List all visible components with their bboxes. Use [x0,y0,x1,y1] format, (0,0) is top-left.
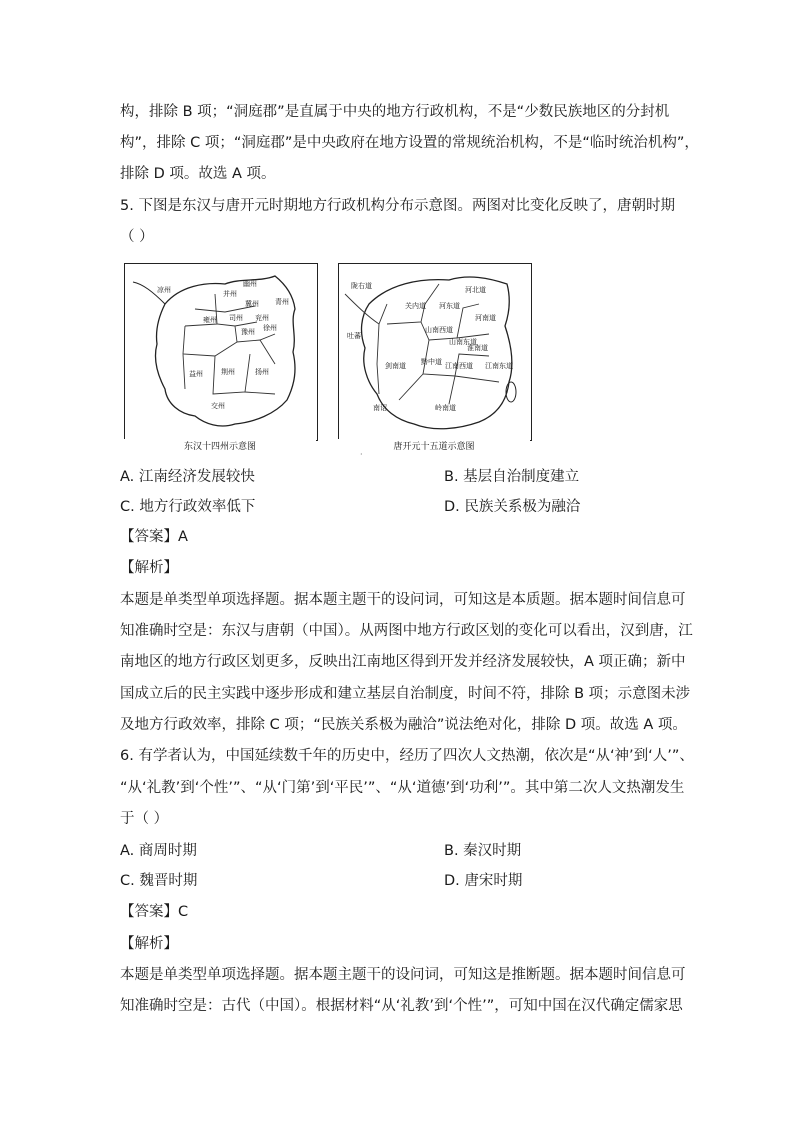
map-label: 淮南道 [467,344,488,352]
map-label: 黔中道 [421,358,442,366]
map-label: 江南西道 [445,362,473,370]
question-5-stem: 5. 下图是东汉与唐开元时期地方行政机构分布示意图。两图对比变化反映了，唐朝时期 [120,198,675,214]
map-tang-drawing [339,264,531,440]
analysis-line: 知准确时空是：东汉与唐朝（中国）。从两图中地方行政区划的变化可以看出，汉到唐，江 [120,623,693,639]
map-label: 吐蕃 [347,332,361,340]
map-label: 陇右道 [351,282,372,290]
answer-label: 【答案】A [120,529,188,545]
map-label: 剑南道 [385,362,406,370]
option-b: B. 秦汉时期 [444,843,522,859]
analysis-line: 本题是单类型单项选择题。据本题主题干的设问词，可知这是推断题。据本题时间信息可 [120,967,686,983]
option-c: C. 魏晋时期 [120,873,198,889]
map-label: 司州 [229,314,243,322]
option-a: A. 江南经济发展较快 [120,469,255,485]
analysis-line: 本题是单类型单项选择题。据本题主题干的设问词，可知这是本质题。据本题时间信息可 [120,592,686,608]
map-label: 山南西道 [425,326,453,334]
map-label: 青州 [275,298,289,306]
text-line: 排除 D 项。故选 A 项。 [120,166,276,182]
map-label: 冀州 [245,300,259,308]
map-label: 豫州 [241,328,255,336]
map-label: 山南东道 [449,338,477,346]
analysis-label: 【解析】 [120,560,178,576]
map-eastern-han-drawing [125,264,317,440]
map-tang-caption: 唐开元十五道示意图 [338,439,530,455]
map-label: 河北道 [465,286,486,294]
text-line: 构”，排除 C 项；“洞庭郡”是中央政府在地方设置的常规统治机构，不是“临时统治机构”， [120,135,699,151]
map-label: 兖州 [255,314,269,322]
map-tang [338,263,532,441]
answer-label: 【答案】C [120,904,189,920]
map-label: 河东道 [439,302,460,310]
map-label: 河南道 [475,314,496,322]
map-label: 益州 [189,370,203,378]
analysis-label: 【解析】 [120,936,178,952]
map-label: 交州 [211,402,225,410]
stray-dot: · [360,450,363,459]
question-5-blank: （ ） [120,229,154,245]
maps-figure [124,263,532,455]
map-label: 徐州 [263,324,277,332]
analysis-line: 国成立后的民主实践中逐步形成和建立基层自治制度，时间不符，排除 B 项；示意图未涉 [120,686,691,702]
map-label: 雍州 [203,316,217,324]
option-c: C. 地方行政效率低下 [120,499,256,515]
map-label: 南诏 [373,404,387,412]
map-eastern-han [124,263,318,441]
option-b: B. 基层自治制度建立 [444,469,580,485]
question-6-stem: 于（ ） [120,811,169,827]
option-d: D. 民族关系极为融洽 [444,499,581,515]
text-line: 构，排除 B 项；“洞庭郡”是直属于中央的地方行政机构，不是“少数民族地区的分封机 [120,104,670,120]
map-label: 江南东道 [485,362,513,370]
analysis-line: 南地区的地方行政区划更多，反映出江南地区得到开发并经济发展较快，A 项正确；新中 [120,654,686,670]
question-6-stem: 6. 有学者认为，中国延续数千年的历史中，经历了四次人文热潮，依次是“从‘神’到‘人’”、 [120,748,694,764]
map-label: 扬州 [255,368,269,376]
map-label: 荆州 [221,368,235,376]
question-6-stem: “从‘礼教’到‘个性’”、“从‘门第’到‘平民’”、“从‘道德’到‘功利’”。其中第二次人文热潮发生 [120,780,685,796]
map-label: 凉州 [157,286,171,294]
map-label: 幽州 [243,280,257,288]
map-label: 并州 [223,290,237,298]
map-eastern-han-caption: 东汉十四州示意图 [124,439,316,455]
option-a: A. 商周时期 [120,843,197,859]
map-label: 岭南道 [435,404,456,412]
map-label: 关内道 [405,302,426,310]
option-d: D. 唐宋时期 [444,873,523,889]
analysis-line: 及地方行政效率，排除 C 项；“民族关系极为融洽”说法绝对化，排除 D 项。故选 A 项。 [120,717,687,733]
analysis-line: 知准确时空是：古代（中国）。根据材料“从‘礼教’到‘个性’”，可知中国在汉代确定儒家思 [120,998,683,1014]
